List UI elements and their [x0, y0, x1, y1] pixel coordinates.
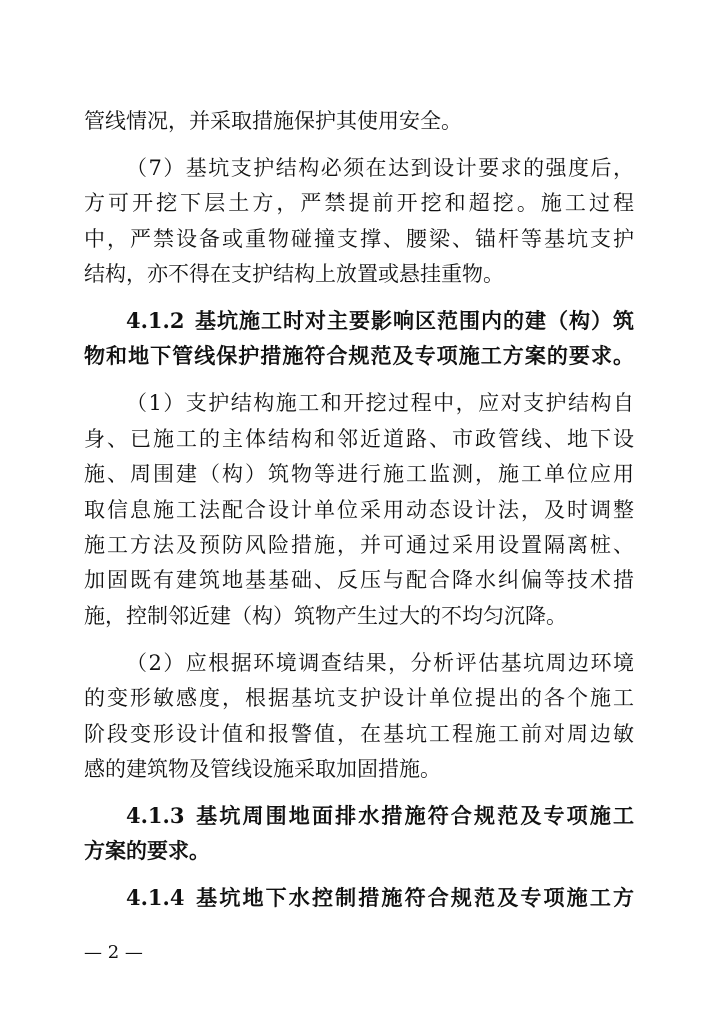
text-line: 取信息施工法配合设计单位采用动态设计法，及时调整	[84, 498, 634, 522]
text-line: 中，严禁设备或重物碰撞支撑、腰梁、锚杆等基坑支护	[84, 227, 634, 251]
text-line: 身、已施工的主体结构和邻近道路、市政管线、地下设	[84, 427, 634, 451]
text-line: 施、周围建（构）筑物等进行施工监测，施工单位应用	[84, 462, 634, 486]
text-line: 施，控制邻近建（构）筑物产生过大的不均匀沉降。	[84, 604, 567, 628]
section-heading-text: 基坑周围地面排水措施符合规范及专项施工	[194, 803, 634, 828]
text-line: 方可开挖下层土方，严禁提前开挖和超挖。施工过程	[84, 191, 634, 215]
section-heading-text: 基坑地下水控制措施符合规范及专项施工方	[194, 885, 634, 910]
text-line: 加固既有建筑地基基础、反压与配合降水纠偏等技术措	[84, 568, 634, 592]
text-line: （2）应根据环境调查结果，分析评估基坑周边环境	[126, 651, 634, 675]
text-line: 阶段变形设计值和报警值，在基坑工程施工前对周边敏	[84, 722, 634, 746]
section-heading-4-1-3	[126, 804, 634, 828]
text-line: （1）支护结构施工和开挖过程中，应对支护结构自	[126, 391, 634, 415]
section-heading-4-1-2	[126, 309, 634, 333]
page-number: — 2 —	[84, 942, 143, 963]
text-line: 的变形敏感度，根据基坑支护设计单位提出的各个施工	[84, 686, 634, 710]
section-number: 4.1.3	[126, 803, 185, 828]
text-line: 物和地下管线保护措施符合规范及专项施工方案的要求。	[84, 343, 634, 368]
text-line: 方案的要求。	[84, 838, 210, 863]
text-line: 结构，亦不得在支护结构上放置或悬挂重物。	[84, 262, 504, 286]
section-heading-text: 基坑施工时对主要影响区范围内的建（构）筑	[194, 308, 634, 333]
section-number: 4.1.4	[126, 885, 185, 910]
text-line: （7）基坑支护结构必须在达到设计要求的强度后，	[126, 156, 634, 180]
text-line: 施工方法及预防风险措施，并可通过采用设置隔离桩、	[84, 533, 634, 557]
section-number: 4.1.2	[126, 308, 185, 333]
text-line: 感的建筑物及管线设施采取加固措施。	[84, 757, 441, 781]
section-heading-4-1-4	[126, 886, 634, 910]
text-line: 管线情况，并采取措施保护其使用安全。	[84, 109, 462, 133]
